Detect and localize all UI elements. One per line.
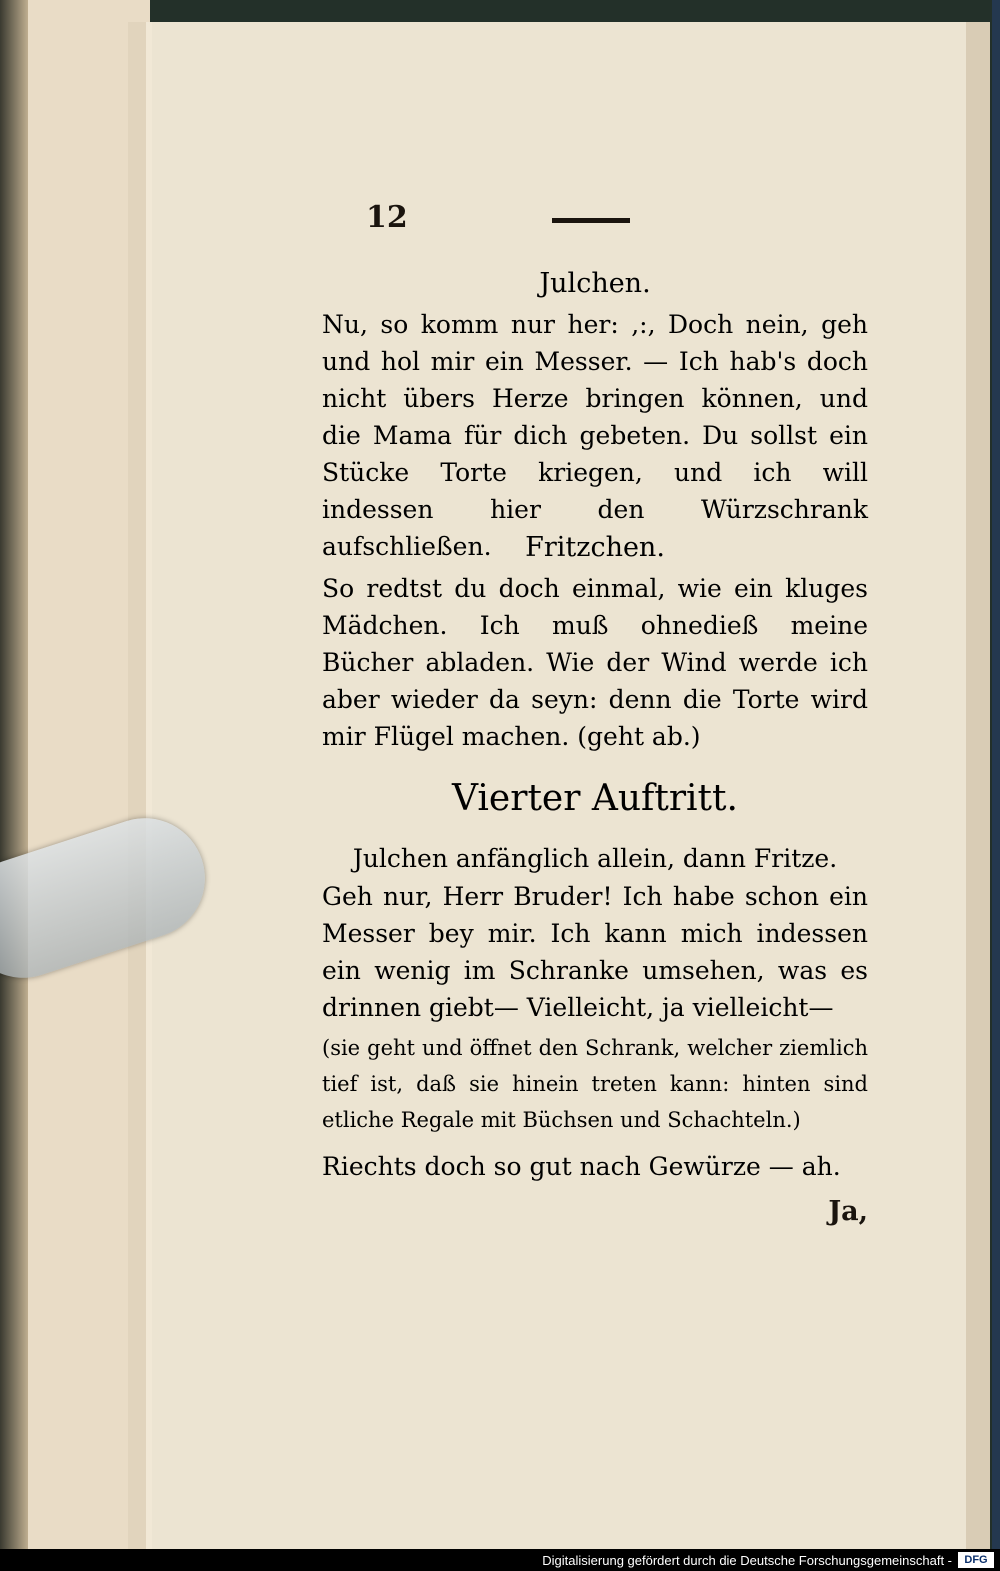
- page-number: 12: [366, 200, 408, 235]
- scan-border: [992, 0, 1000, 1571]
- dfg-logo: DFG: [958, 1552, 994, 1568]
- paragraph-2: So redtst du doch einmal, wie ein kluges Mädchen. Ich muß ohnedieß meine Bücher abladen. Wie der Wind werde ich aber wieder da seyn: denn die Torte wird mir Flügel machen. (geht ab.): [322, 574, 868, 751]
- speaker-julchen: Julchen.: [539, 268, 651, 299]
- paragraph-1: Nu, so komm nur her: ,:, Doch nein, geh und hol mir ein Messer. — Ich hab's doch nicht übers Herze bringen können, und die Mama für dich gebeten. Du sollst ein Stücke Torte kriegen, und ich will indessen hier den Würzschrank aufschließen.: [322, 310, 868, 561]
- scene-title: Vierter Auftritt.: [452, 778, 738, 819]
- paragraph-4: Riechts doch so gut nach Gewürze — ah.: [322, 1152, 841, 1181]
- footer-credit: Digitalisierung gefördert durch die Deutsche Forschungsgemeinschaft -: [542, 1553, 952, 1568]
- scene-cast: Julchen anfänglich allein, dann Fritze.: [352, 844, 838, 873]
- speaker-fritzchen: Fritzchen.: [525, 532, 665, 563]
- page-edge-strip: [966, 22, 990, 1550]
- binding-shadow: [0, 0, 28, 1571]
- catchword: Ja,: [828, 1196, 868, 1227]
- paragraph-3: Geh nur, Herr Bruder! Ich habe schon ein Messer bey mir. Ich kann mich indessen ein wenig im Schranke umsehen, was es drinnen giebt— Vielleicht, ja vielleicht—: [322, 882, 868, 1022]
- stage-direction: (sie geht und öffnet den Schrank, welcher ziemlich tief ist, daß sie hinein treten kann: hinten sind etliche Regale mit Büchsen und Schachteln.): [322, 1036, 868, 1132]
- header-rule: [552, 218, 630, 223]
- footer-bar: [0, 1549, 1000, 1571]
